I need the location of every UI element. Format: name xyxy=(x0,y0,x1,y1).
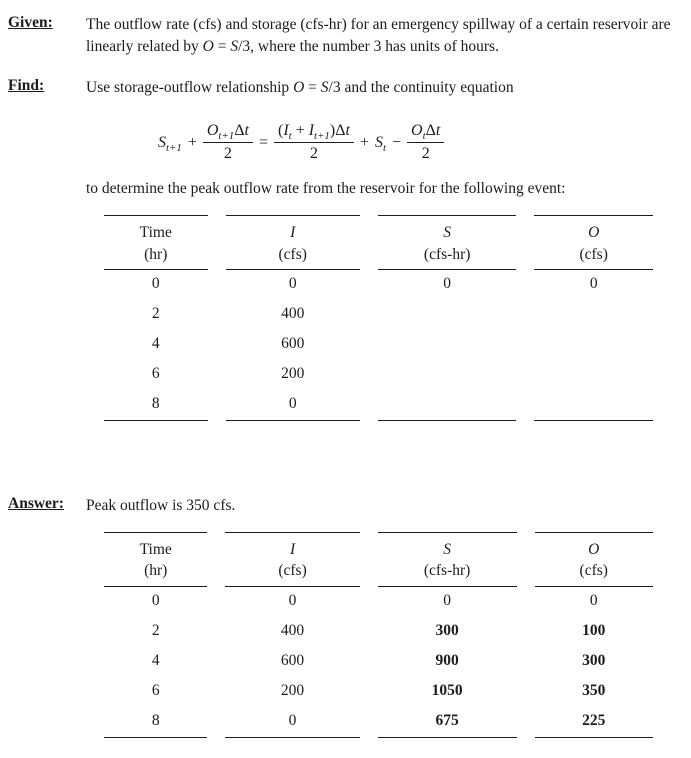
answer-label: Answer: xyxy=(8,495,64,513)
cell-storage: 675 xyxy=(378,707,517,738)
find-outro: to determine the peak outflow rate from the reservoir for the following event: xyxy=(86,180,566,198)
answer-section xyxy=(8,495,681,517)
cell-time: 0 xyxy=(151,592,160,610)
table-row xyxy=(104,390,653,421)
given-text-post: /3, where the number 3 has units of hours. xyxy=(238,38,499,56)
cell-outflow: 0 xyxy=(589,275,598,293)
given-text-pre: The outflow rate (cfs) and storage (cfs-hr) for an emergency spillway of a certain reservoir are linearly related by xyxy=(86,16,671,56)
continuity-equation xyxy=(158,121,681,164)
cell-time: 6 xyxy=(151,365,160,383)
subscript-t: t xyxy=(288,130,292,143)
cell-inflow: 0 xyxy=(288,592,297,610)
col-header-inflow: I (cfs) xyxy=(226,215,360,270)
find-intro-pre: Use storage-outflow relationship xyxy=(86,78,294,96)
var-I: I xyxy=(308,122,315,140)
col-header-storage: S (cfs-hr) xyxy=(378,532,517,587)
cell-storage xyxy=(378,390,516,421)
subscript-t: t xyxy=(422,130,426,143)
cell-time: 8 xyxy=(104,707,207,738)
subscript-t1: t+1 xyxy=(314,130,330,143)
table-row xyxy=(104,587,653,617)
cell-time: 2 xyxy=(151,305,160,323)
equals-sign: = xyxy=(213,38,231,56)
cell-inflow: 600 xyxy=(280,652,305,670)
cell-time: 2 xyxy=(151,622,160,640)
col-header-outflow: O (cfs) xyxy=(535,532,654,587)
cell-inflow: 400 xyxy=(280,622,305,640)
var-O: O xyxy=(411,122,423,140)
fraction-outflow-current xyxy=(407,121,444,164)
cell-storage xyxy=(378,300,516,330)
plus-operator: + xyxy=(359,133,369,151)
cell-storage: 300 xyxy=(435,622,459,640)
denominator: 2 xyxy=(309,145,318,163)
given-section xyxy=(8,14,681,59)
table-row xyxy=(104,617,653,647)
var-t: t xyxy=(244,122,249,140)
find-intro-post: /3 and the continuity equation xyxy=(328,78,514,96)
var-t: t xyxy=(435,122,441,140)
col-header-time: Time (hr) xyxy=(104,532,207,587)
fraction-inflow xyxy=(274,121,354,164)
open-paren: ( xyxy=(278,122,284,140)
plus-operator: + xyxy=(295,122,305,140)
given-label: Given: xyxy=(8,14,53,31)
table-row xyxy=(104,330,653,360)
table-row xyxy=(104,300,653,330)
delta-symbol: Δ xyxy=(425,122,436,140)
subscript-t1: t+1 xyxy=(166,142,182,155)
equals-sign: = xyxy=(304,78,321,96)
cell-inflow: 0 xyxy=(225,707,359,738)
delta-symbol: Δ xyxy=(335,122,346,140)
cell-inflow: 0 xyxy=(226,390,360,421)
var-t: t xyxy=(345,122,350,140)
var-S: S xyxy=(374,133,383,151)
cell-outflow: 100 xyxy=(582,622,606,640)
table-row xyxy=(104,270,653,300)
find-intro xyxy=(86,77,681,99)
var-O: O xyxy=(293,78,305,96)
table-row xyxy=(104,707,653,738)
cell-inflow: 0 xyxy=(288,275,297,293)
find-section xyxy=(8,77,681,99)
plus-operator: + xyxy=(187,133,197,151)
cell-inflow: 400 xyxy=(281,305,305,323)
cell-outflow xyxy=(534,390,653,421)
table-row xyxy=(104,677,653,707)
var-S: S xyxy=(320,78,329,96)
var-O: O xyxy=(206,122,219,140)
cell-outflow: 0 xyxy=(589,592,598,610)
equation-term-S-t xyxy=(374,133,386,155)
delta-symbol: Δ xyxy=(234,122,245,140)
cell-outflow: 350 xyxy=(582,682,606,700)
cell-storage: 900 xyxy=(435,652,459,670)
event-table xyxy=(86,215,671,421)
cell-outflow xyxy=(534,360,653,390)
cell-time: 6 xyxy=(151,682,160,700)
cell-outflow xyxy=(534,300,653,330)
table-row xyxy=(104,647,653,677)
cell-time: 0 xyxy=(151,275,160,293)
cell-time: 4 xyxy=(151,335,160,353)
cell-outflow: 300 xyxy=(582,652,606,670)
minus-operator: − xyxy=(392,133,402,151)
close-paren: ) xyxy=(329,122,336,140)
find-label: Find: xyxy=(8,76,45,94)
cell-inflow: 200 xyxy=(280,682,305,700)
cell-outflow xyxy=(534,330,653,360)
col-header-time: Time (hr) xyxy=(104,215,208,270)
table-row xyxy=(104,360,653,390)
denominator: 2 xyxy=(421,145,430,163)
table-header-row xyxy=(104,215,653,270)
cell-storage: 0 xyxy=(443,592,451,610)
denominator: 2 xyxy=(223,145,232,163)
col-header-outflow: O (cfs) xyxy=(534,215,653,270)
table-header-row xyxy=(104,532,653,587)
given-text xyxy=(86,14,681,59)
cell-storage xyxy=(378,330,516,360)
var-O: O xyxy=(202,38,214,56)
cell-storage: 0 xyxy=(443,275,452,293)
col-header-storage: S (cfs-hr) xyxy=(378,215,516,270)
cell-storage xyxy=(378,360,516,390)
cell-storage: 1050 xyxy=(431,682,463,700)
var-I: I xyxy=(283,122,289,140)
cell-time: 8 xyxy=(104,390,208,421)
cell-inflow: 600 xyxy=(281,335,305,353)
equation-term-S-t1 xyxy=(158,133,182,155)
var-S: S xyxy=(158,133,166,151)
cell-time: 4 xyxy=(151,652,160,670)
answer-text: Peak outflow is 350 cfs. xyxy=(86,497,236,515)
var-S: S xyxy=(230,38,239,56)
fraction-outflow-next xyxy=(203,121,253,164)
equals-operator: = xyxy=(258,133,268,151)
answer-table xyxy=(86,532,671,738)
cell-outflow: 225 xyxy=(535,707,654,738)
col-header-inflow: I (cfs) xyxy=(225,532,359,587)
subscript-t1: t+1 xyxy=(218,130,235,143)
cell-inflow: 200 xyxy=(281,365,305,383)
subscript-t: t xyxy=(382,142,386,155)
